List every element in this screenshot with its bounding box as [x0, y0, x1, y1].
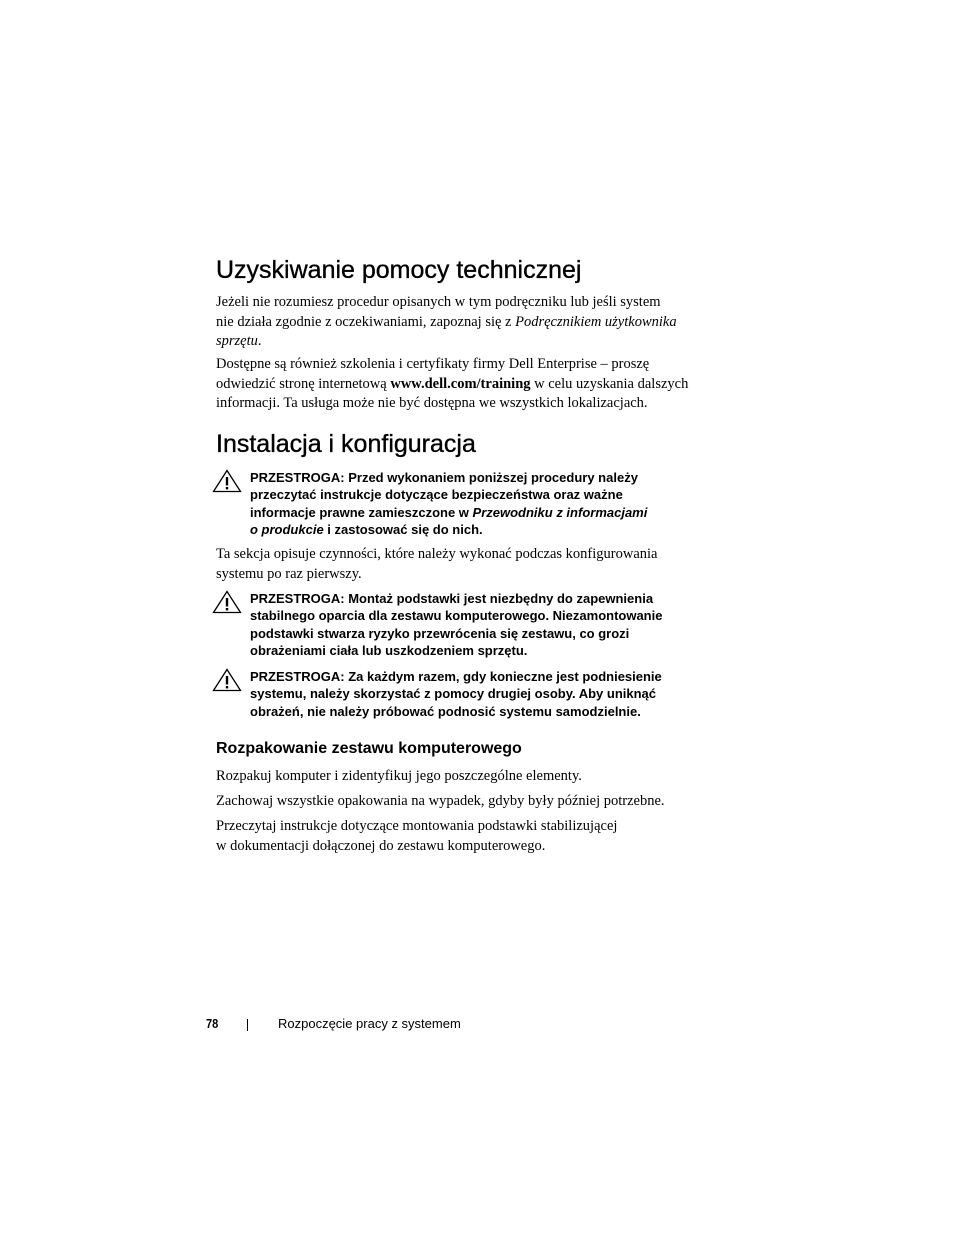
manual-reference: Podręcznikiem użytkownika — [515, 313, 677, 330]
text-line: systemu, należy skorzystać z pomocy drugiej osoby. Aby uniknąć — [250, 686, 657, 702]
text-run: i zastosować się do nich. — [323, 521, 483, 537]
text-line — [216, 313, 677, 333]
text-line: obrażeń, nie należy próbować podnosić systemu samodzielnie. — [250, 703, 641, 719]
caution-triangle-icon — [212, 469, 242, 493]
heading-technical-help: Uzyskiwanie pomocy technicznej — [216, 256, 582, 284]
caution-triangle-icon — [212, 668, 242, 692]
text-line: podstawki stwarza ryzyko przewrócenia się zestawu, co grozi — [250, 625, 630, 641]
text-line: informacji. Ta usługa może nie być dostępna we wszystkich lokalizacjach. — [216, 395, 648, 411]
text-line — [216, 332, 677, 352]
page-number: 78 — [206, 1016, 219, 1031]
guide-reference: Przewodniku z informacjami — [472, 504, 648, 520]
text-line: stabilnego oparcia dla zestawu komputerowego. Niezamontowanie — [250, 608, 663, 624]
text-line: systemu po raz pierwszy. — [216, 565, 362, 582]
paragraph-section-description — [216, 545, 657, 584]
paragraph-training — [216, 355, 688, 414]
text-run: informacje prawne zamieszczone w — [250, 504, 473, 520]
text-line: PRZESTROGA: Przed wykonaniem poniższej procedury należy — [250, 470, 638, 485]
manual-reference: sprzętu — [216, 333, 258, 349]
text-run: nie działa zgodnie z oczekiwaniami, zapoznaj się z — [216, 313, 516, 330]
caution-triangle-icon — [212, 590, 242, 614]
text-line: w dokumentacji dołączonej do zestawu komputerowego. — [216, 837, 546, 854]
text-line: obrażeniami ciała lub uszkodzeniem sprzętu. — [250, 642, 528, 658]
caution-text — [250, 668, 662, 720]
caution-text — [250, 590, 662, 659]
text-line — [216, 375, 688, 395]
paragraph-help-intro — [216, 293, 677, 352]
footer-separator — [247, 1019, 248, 1031]
text-line: PRZESTROGA: Za każdym razem, gdy konieczne jest podniesienie — [250, 669, 662, 684]
footer-chapter-title: Rozpoczęcie pracy z systemem — [278, 1016, 461, 1031]
text-line — [250, 521, 647, 538]
paragraph-read-stand-instructions — [216, 817, 617, 856]
text-line: Zachowaj wszystkie opakowania na wypadek, gdyby były później potrzebne. — [216, 793, 665, 809]
paragraph-keep-packaging — [216, 792, 665, 812]
caution-text — [250, 469, 647, 538]
text-line: Dostępne są również szkolenia i certyfikaty firmy Dell Enterprise – proszę — [216, 356, 650, 372]
text-line: PRZESTROGA: Montaż podstawki jest niezbędny do zapewnienia — [250, 591, 654, 606]
heading-unpacking: Rozpakowanie zestawu komputerowego — [216, 740, 522, 757]
text-line: Przeczytaj instrukcje dotyczące montowania podstawki stabilizującej — [216, 818, 618, 834]
guide-reference: o produkcie — [250, 521, 324, 537]
text-line — [250, 504, 647, 521]
training-url: www.dell.com/training — [390, 375, 531, 392]
text-line: Rozpakuj komputer i zidentyfikuj jego poszczególne elementy. — [216, 768, 582, 784]
text-line: Jeżeli nie rozumiesz procedur opisanych w tym podręczniku lub jeśli system — [216, 294, 661, 310]
text-run: w celu uzyskania dalszych — [530, 375, 689, 392]
text-line: przeczytać instrukcje dotyczące bezpieczeństwa oraz ważne — [250, 487, 623, 503]
text-run: odwiedzić stronę internetową — [216, 375, 391, 392]
heading-installation: Instalacja i konfiguracja — [216, 430, 476, 458]
text-run: . — [257, 333, 262, 349]
text-line: Ta sekcja opisuje czynności, które należy wykonać podczas konfigurowania — [216, 546, 658, 562]
paragraph-unpack — [216, 767, 582, 787]
